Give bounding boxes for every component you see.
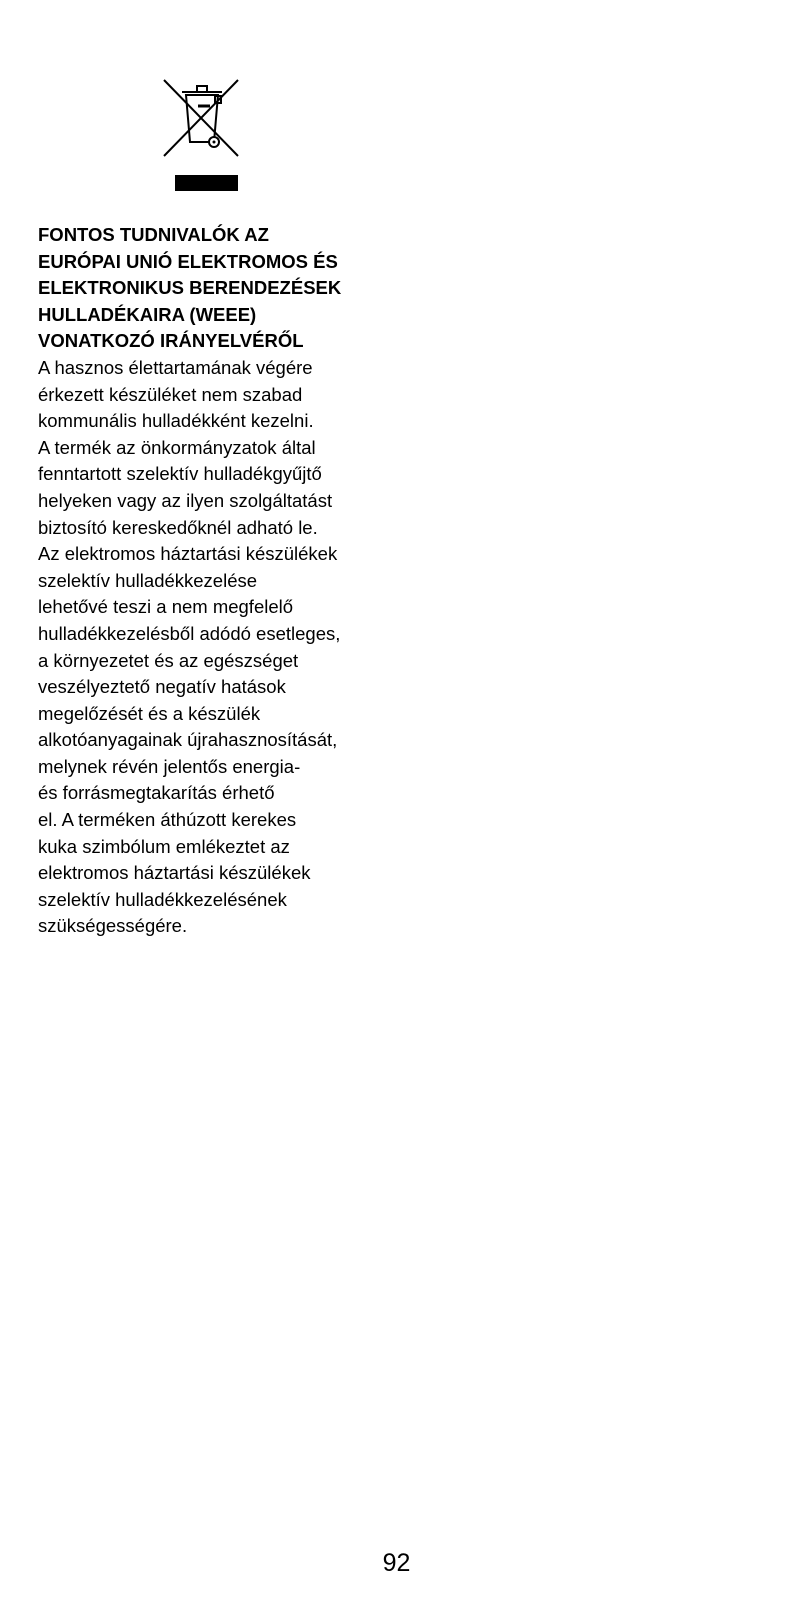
notice-body (38, 355, 398, 940)
body-line: érkezett készüléket nem szabad (38, 383, 303, 405)
body-line: biztosító kereskedőknél adható le. (38, 516, 318, 538)
heading-line: FONTOS TUDNIVALÓK AZ (38, 224, 269, 245)
body-line: kommunális hulladékként kezelni. (38, 410, 314, 432)
body-line: fenntartott szelektív hulladékgyűjtő (38, 463, 322, 485)
body-line: Az elektromos háztartási készülékek (38, 543, 338, 565)
heading-line: ELEKTRONIKUS BERENDEZÉSEK (38, 277, 342, 299)
body-line: helyeken vagy az ilyen szolgáltatást (38, 489, 333, 511)
heading-line: HULLADÉKAIRA (WEEE) (38, 303, 257, 325)
body-line: a környezetet és az egészséget (38, 649, 299, 671)
heading-line: VONATKOZÓ IRÁNYELVÉRŐL (38, 330, 304, 352)
body-line: szükségességére. (38, 915, 188, 937)
body-line: lehetővé teszi a nem megfelelő (38, 596, 294, 618)
body-line: melynek révén jelentős energia- (38, 755, 301, 777)
body-line: A termék az önkormányzatok által (38, 436, 316, 458)
body-line: kuka szimbólum emlékeztet az (38, 835, 290, 857)
notice-heading (38, 222, 398, 355)
body-line: el. A terméken áthúzott kerekes (38, 809, 297, 831)
body-line: veszélyeztető negatív hatások (38, 676, 286, 698)
crossed-out-wheeled-bin-icon (160, 78, 248, 162)
weee-marking-bar (175, 175, 238, 191)
heading-line: EURÓPAI UNIÓ ELEKTROMOS ÉS (38, 250, 338, 272)
body-line: A hasznos élettartamának végére (38, 356, 313, 378)
body-line: megelőzését és a készülék (38, 702, 261, 724)
body-line: szelektív hulladékkezelésének (38, 888, 287, 910)
body-line: és forrásmegtakarítás érhető (38, 782, 275, 804)
body-line: elektromos háztartási készülékek (38, 862, 311, 884)
page-number: 92 (382, 1549, 411, 1577)
body-line: hulladékkezelésből adódó esetleges, (38, 622, 341, 644)
weee-notice (38, 222, 398, 940)
body-line: szelektív hulladékkezelése (38, 569, 258, 591)
body-line: alkotóanyagainak újrahasznosítását, (38, 729, 338, 751)
